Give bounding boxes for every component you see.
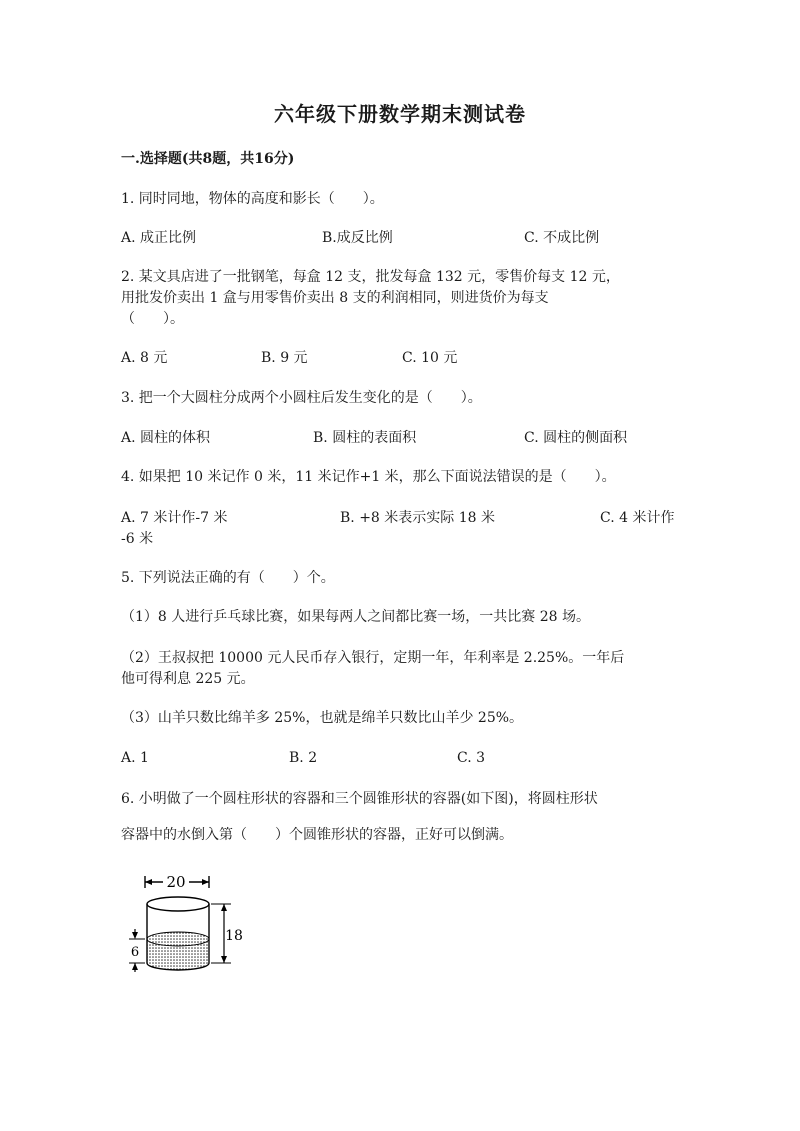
height-label: 18 xyxy=(225,928,243,944)
question-1-option-a: A. 成正比例 xyxy=(121,230,197,246)
question-2-option-c: C. 10 元 xyxy=(402,350,458,366)
question-2-stem-line3: （ ）。 xyxy=(121,311,184,327)
question-6-stem-line2: 容器中的水倒入第（ ）个圆锥形状的容器，正好可以倒满。 xyxy=(121,827,513,843)
question-3-option-c: C. 圆柱的侧面积 xyxy=(524,430,628,446)
question-5-option-c: C. 3 xyxy=(457,750,486,766)
cylinder-figure xyxy=(125,872,245,982)
question-4-option-b: B. +8 米表示实际 18 米 xyxy=(340,510,495,526)
question-6-stem-line1: 6. 小明做了一个圆柱形状的容器和三个圆锥形状的容器(如下图)，将圆柱形状 xyxy=(121,791,598,807)
question-5-option-a: A. 1 xyxy=(121,750,149,766)
question-5-statement-1: （1）8 人进行乒乓球比赛，如果每两人之间都比赛一场，一共比赛 28 场。 xyxy=(121,609,590,625)
question-1-option-b: B.成反比例 xyxy=(322,230,393,246)
question-5-statement-2-line2: 他可得利息 225 元。 xyxy=(121,671,255,687)
question-5-statement-3: （3）山羊只数比绵羊多 25%，也就是绵羊只数比山羊少 25%。 xyxy=(121,710,524,726)
question-4-option-c: C. 4 米计作 xyxy=(600,510,675,526)
question-1-option-c: C. 不成比例 xyxy=(524,230,600,246)
question-5-option-b: B. 2 xyxy=(289,750,318,766)
question-3-option-a: A. 圆柱的体积 xyxy=(121,430,211,446)
question-3-option-b: B. 圆柱的表面积 xyxy=(313,430,417,446)
question-2-stem-line2: 用批发价卖出 1 盒与用零售价卖出 8 支的利润相同，则进货价为每支 xyxy=(121,290,549,306)
section-heading: 一.选择题(共8题，共16分) xyxy=(121,151,295,167)
question-4-stem: 4. 如果把 10 米记作 0 米，11 米记作+1 米，那么下面说法错误的是（ ）。 xyxy=(121,469,616,485)
water-height-label: 6 xyxy=(130,945,140,960)
page-title: 六年级下册数学期末测试卷 xyxy=(274,102,526,126)
question-4-option-c-continued: -6 米 xyxy=(121,531,154,547)
question-4-option-a: A. 7 米计作-7 米 xyxy=(121,510,228,526)
question-3-stem: 3. 把一个大圆柱分成两个小圆柱后发生变化的是（ ）。 xyxy=(121,390,482,406)
question-1-stem: 1. 同时同地，物体的高度和影长（ ）。 xyxy=(121,191,384,207)
question-2-option-a: A. 8 元 xyxy=(121,350,168,366)
diameter-label: 20 xyxy=(166,873,186,891)
question-5-statement-2-line1: （2）王叔叔把 10000 元人民币存入银行，定期一年，年利率是 2.25%。一年后 xyxy=(121,650,625,666)
question-5-stem: 5. 下列说法正确的有（ ）个。 xyxy=(121,570,335,586)
question-2-option-b: B. 9 元 xyxy=(261,350,308,366)
question-2-stem-line1: 2. 某文具店进了一批钢笔，每盒 12 支，批发每盒 132 元，零售价每支 12 元， xyxy=(121,269,620,285)
